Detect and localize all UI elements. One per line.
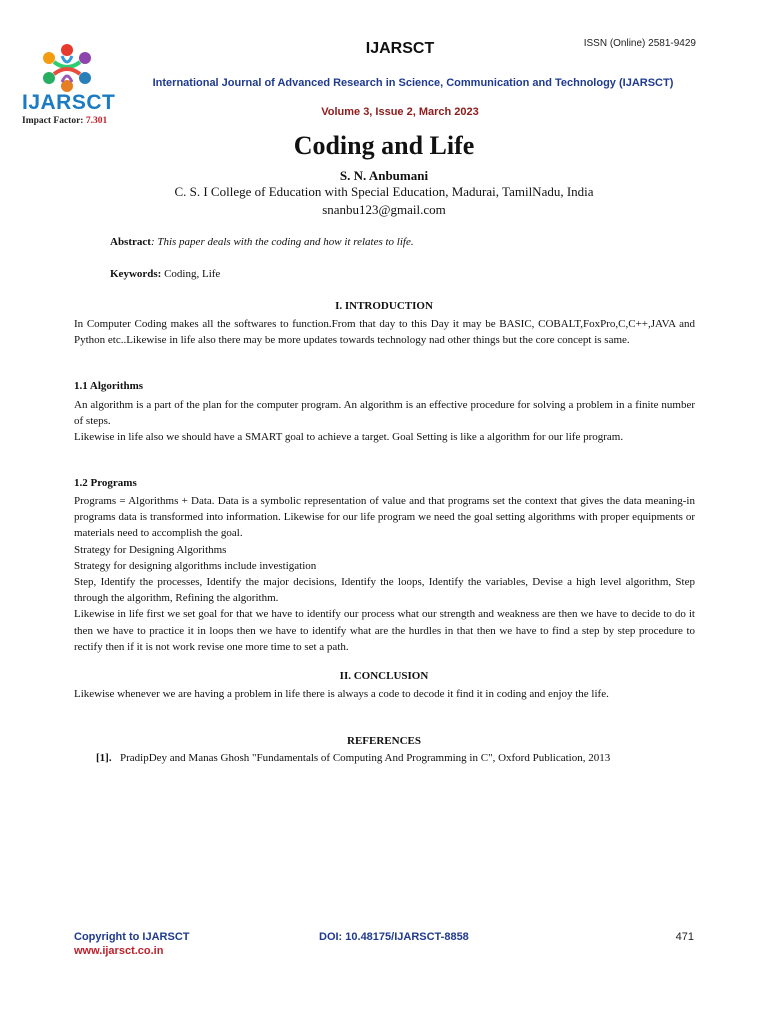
conclusion-text: Likewise whenever we are having a problem in life there is always a code to decode it find it in coding and enjoy the life. xyxy=(74,688,609,700)
algorithms-paragraphs xyxy=(74,397,695,446)
abstract-label: Abstract xyxy=(110,236,151,248)
algorithms-text-1: An algorithm is a part of the plan for the computer program. An algorithm is an effective procedure for solving a problem in a finite number of steps. xyxy=(74,399,695,428)
programs-text-4: Step, Identify the processes, Identify the major decisions, Identify the loops, Identify the variables, Devise a high level algorithm, Step through the algorithm, Refining the algorithm. xyxy=(74,576,695,605)
logo-text: IJARSCT xyxy=(22,91,116,114)
conclusion-heading: II. CONCLUSION xyxy=(339,670,429,682)
intro-paragraph xyxy=(74,316,695,348)
reference-number: [1]. xyxy=(96,752,112,764)
page-number: 471 xyxy=(675,931,694,943)
footer-copyright: Copyright to IJARSCT xyxy=(74,931,190,943)
impact-factor-value: 7.301 xyxy=(85,116,108,126)
abstract-text: : This paper deals with the coding and how it relates to life. xyxy=(150,236,414,248)
references-heading: REFERENCES xyxy=(347,735,421,747)
author-email: snanbu123@gmail.com xyxy=(322,202,446,217)
programs-text-2: Strategy for Designing Algorithms xyxy=(74,543,227,556)
reference-text: PradipDey and Manas Ghosh "Fundamentals of Computing And Programming in C", Oxford Publication, 2013 xyxy=(120,752,611,764)
impact-factor-label: Impact Factor: xyxy=(22,116,86,126)
algorithms-text-2: Likewise in life also we should have a SMART goal to achieve a target. Goal Setting is like a algorithm for our life program. xyxy=(74,431,624,444)
programs-text-5: Likewise in life first we set goal for that we have to identify our process what our strength and weakness are then we have to decide to do it then we have to practice it in loops then we have to identify what are the hurdles in that then we have to find a step by step procedure to rectify then if it is not work revise one more time to set a path. xyxy=(74,608,695,653)
abstract xyxy=(110,236,414,248)
author-name: S. N. Anbumani xyxy=(339,168,429,183)
author-affiliation: C. S. I College of Education with Special Education, Madurai, TamilNadu, India xyxy=(174,184,594,199)
programs-paragraphs xyxy=(74,493,695,655)
conclusion-paragraph xyxy=(74,686,695,702)
volume-issue: Volume 3, Issue 2, March 2023 xyxy=(321,106,479,118)
programs-text-1: Programs = Algorithms + Data. Data is a symbolic representation of value and that programs set the context that gives the data meaning-in programs data is transformed into information. Likewise for our life program we need the goal setting algorithms with proper equipments or materials need to accomplish the goal. xyxy=(74,495,695,540)
footer-doi: DOI: 10.48175/IJARSCT-8858 xyxy=(319,931,469,943)
algorithms-heading: 1.1 Algorithms xyxy=(74,380,144,392)
intro-text: In Computer Coding makes all the softwares to function.From that day to this Day it may be BASIC, COBALT,FoxPro,C,C++,JAVA and Python etc..Likewise in life also there may be more updates towards technology nad other things but the core concept is same. xyxy=(74,318,695,347)
keywords xyxy=(110,268,220,280)
journal-full-name: International Journal of Advanced Research in Science, Communication and Technology (IJARSCT) xyxy=(152,77,674,89)
paper-title: Coding and Life xyxy=(293,131,475,160)
footer-url-link[interactable]: www.ijarsct.co.in xyxy=(74,945,164,957)
issn: ISSN (Online) 2581-9429 xyxy=(583,38,696,49)
reference-item xyxy=(96,750,695,766)
journal-short-name: IJARSCT xyxy=(365,40,435,57)
keywords-text: Coding, Life xyxy=(161,268,221,280)
keywords-label: Keywords: xyxy=(110,268,162,280)
intro-heading: I. INTRODUCTION xyxy=(335,300,433,312)
programs-heading: 1.2 Programs xyxy=(74,477,137,489)
programs-text-3: Strategy for designing algorithms include investigation xyxy=(74,559,317,572)
